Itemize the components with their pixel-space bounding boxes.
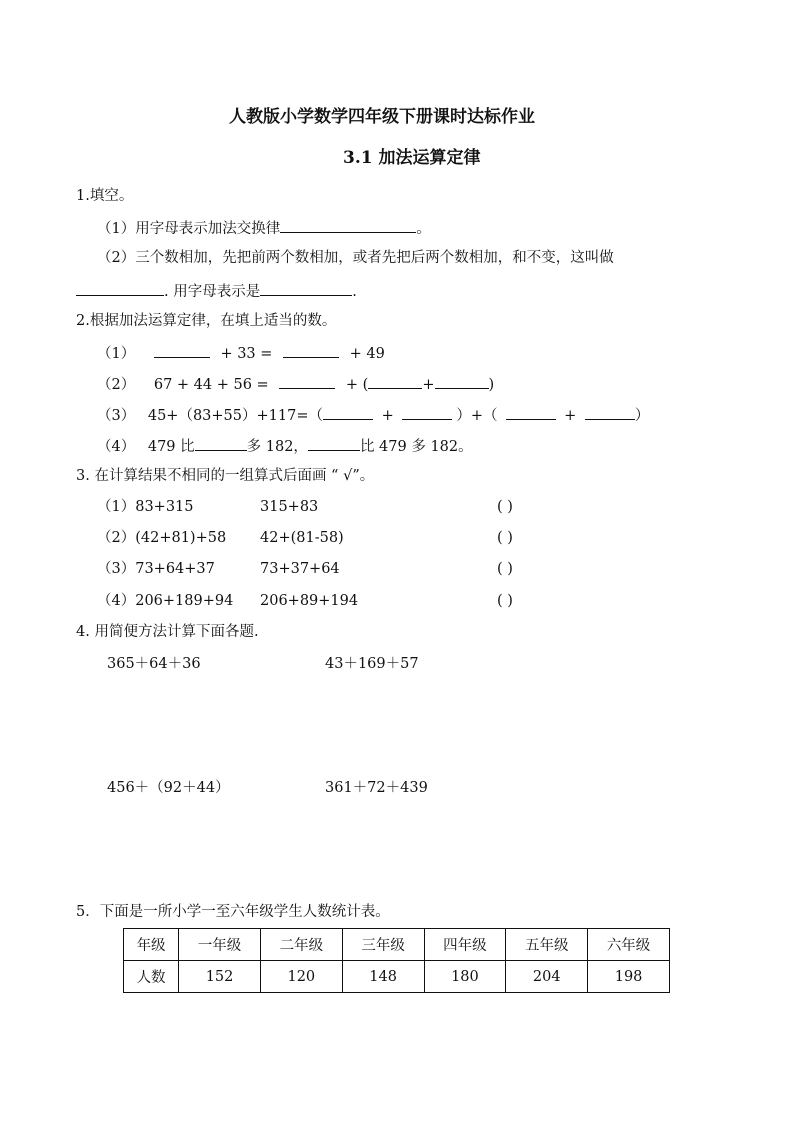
table-cell: 204 [506,961,588,993]
table-cell: 一年级 [179,929,261,961]
q4-heading: 4. 用简便方法计算下面各题. [76,624,259,640]
q2-row3-mid: ）+（ [456,408,498,424]
table-cell: 120 [260,961,342,993]
answer-blank[interactable] [308,436,360,451]
table-cell: 三年级 [342,929,424,961]
q1-part2-end: . [352,284,357,300]
q3-row4-right: 206+89+194 [260,593,359,609]
q3-row4-check[interactable]: ( ) [497,593,513,609]
q2-row1-op2: + 49 [349,346,385,362]
q2-row3-plus2: + [564,408,577,424]
q3-row2-check[interactable]: ( ) [497,530,513,546]
q1-part2-line1: （2）三个数相加，先把前两个数相加，或者先把后两个数相加，和不变，这叫做 [97,250,614,266]
q4-expr1: 365＋64＋36 [107,656,201,672]
q3-row1-label: （1）83+315 [97,499,194,515]
q3-heading: 3. 在计算结果不相同的一组算式后面画 “ √”。 [76,468,375,484]
table-cell: 198 [588,961,670,993]
q3-row2-label: （2）(42+81)+58 [97,530,227,546]
q3-row1-check[interactable]: ( ) [497,499,513,515]
q2-row2-plus-paren: + ( [345,377,369,393]
answer-blank[interactable] [260,281,352,296]
q3-row3-check[interactable]: ( ) [497,561,513,577]
table-header-row [124,929,670,961]
answer-blank[interactable] [506,405,556,420]
page-subtitle: 3.1 加法运算定律 [343,148,481,168]
answer-blank[interactable] [154,343,210,358]
answer-blank[interactable] [195,436,247,451]
q2-row2 [97,374,494,394]
q4-expr3: 456＋（92＋44） [107,780,230,796]
q2-row4-label: （4） [97,439,136,455]
q3-row1-right: 315+83 [260,499,319,515]
q2-row2-close: ) [488,377,495,393]
answer-blank[interactable] [402,405,452,420]
q2-heading: 2.根据加法运算定律，在填上适当的数。 [76,313,337,329]
q1-part2-line2 [76,281,357,301]
q2-row3 [97,405,649,425]
table-cell: 四年级 [424,929,506,961]
table-cell: 六年级 [588,929,670,961]
answer-blank[interactable] [368,374,422,389]
q2-row1 [97,343,385,363]
q1-part1-end: 。 [416,221,431,237]
q3-row2-right: 42+(81-58) [260,530,344,546]
q3-row3-right: 73+37+64 [260,561,340,577]
q2-row1-label: （1） [97,346,136,362]
table-cell: 人数 [124,961,179,993]
table-cell: 年级 [124,929,179,961]
answer-blank[interactable] [323,405,373,420]
table-cell: 152 [179,961,261,993]
answer-blank[interactable] [435,374,489,389]
student-count-table [123,928,670,993]
q2-row3-label: （3） [97,408,136,424]
answer-blank[interactable] [585,405,635,420]
q3-row4-label: （4）206+189+94 [97,593,234,609]
q2-row1-op1: + 33 = [220,346,273,362]
table-row [124,961,670,993]
q1-heading: 1.填空。 [76,188,134,204]
answer-blank[interactable] [280,218,416,233]
q3-row3-label: （3）73+64+37 [97,561,215,577]
q1-part1 [97,218,431,238]
table-cell: 180 [424,961,506,993]
answer-blank[interactable] [283,343,339,358]
answer-blank[interactable] [279,374,335,389]
q2-row4-a: 479 比 [147,439,195,455]
q2-row2-label: （2） [97,377,136,393]
table-cell: 148 [342,961,424,993]
q1-part2-mid: . 用字母表示是 [164,284,261,300]
q2-row2-expr: 67 + 44 + 56 = [153,377,269,393]
page-title: 人教版小学数学四年级下册课时达标作业 [229,107,535,127]
table-cell: 二年级 [260,929,342,961]
table-cell: 五年级 [506,929,588,961]
q4-expr2: 43＋169＋57 [325,656,419,672]
q2-row3-plus1: + [381,408,394,424]
q2-row4 [97,436,473,456]
q2-row4-b: 多 182， [246,439,308,455]
q2-row3-expr: 45+（83+55）+117=（ [147,408,323,424]
answer-blank[interactable] [76,281,164,296]
q5-heading: 5．下面是一所小学一至六年级学生人数统计表。 [76,904,390,920]
q2-row2-inner-plus: + [422,377,435,393]
q1-part1-text: （1）用字母表示加法交换律 [97,221,281,237]
q4-expr4: 361＋72＋439 [325,780,428,796]
q2-row3-close: ） [634,408,650,424]
q2-row4-c: 比 479 多 182。 [359,439,473,455]
